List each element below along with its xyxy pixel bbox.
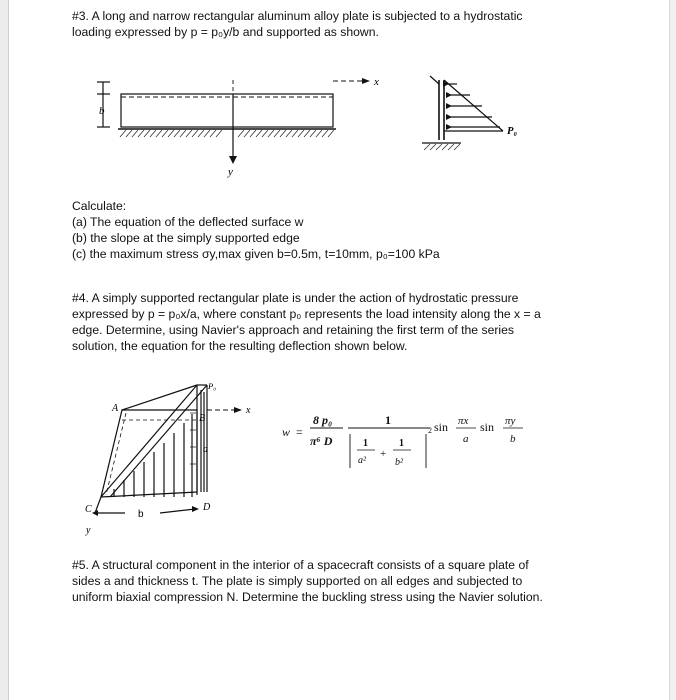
problem5-statement bbox=[72, 557, 543, 605]
deflection-formula bbox=[282, 413, 523, 468]
frac-pix: πx bbox=[458, 415, 469, 427]
problem4-line-1: #4. A simply supported rectangular plate is under the action of hydrostatic pressure bbox=[72, 291, 519, 305]
corner-A: A bbox=[112, 403, 119, 414]
calculate-item-a: (a) The equation of the deflected surface w bbox=[72, 215, 304, 229]
dim-a: a bbox=[203, 444, 208, 455]
frac-a: a bbox=[463, 433, 469, 445]
formula-one: 1 bbox=[385, 413, 391, 427]
formula-lhs: w bbox=[282, 425, 291, 439]
axis-x: x bbox=[246, 405, 251, 416]
frac-b: b bbox=[510, 433, 516, 445]
label-p0-4: P₀ bbox=[208, 381, 217, 391]
corner-C: C bbox=[85, 504, 92, 515]
problem4-line-2: expressed by p = p₀x/a, where constant p₀ represents the load intensity along the x = a bbox=[72, 307, 541, 321]
problem5-line-3: uniform biaxial compression N. Determine the buckling stress using the Navier solution. bbox=[72, 590, 543, 604]
sin-2: sin bbox=[480, 420, 495, 434]
sin-1: sin bbox=[434, 420, 449, 434]
label-b: b bbox=[99, 105, 105, 117]
calculate-item-c: (c) the maximum stress σy,max given b=0.5m, t=10mm, p₀=100 kPa bbox=[72, 247, 440, 261]
problem5-line-1: #5. A structural component in the interior of a spacecraft consists of a square plate of bbox=[72, 558, 529, 572]
calculate-heading: Calculate: bbox=[72, 199, 127, 213]
dim-b: b bbox=[138, 509, 144, 520]
formula-coef-num: 8 p₀ bbox=[313, 413, 333, 427]
corner-D: D bbox=[203, 502, 211, 513]
problem5-line-2: sides a and thickness t. The plate is simply supported on all edges and subjected to bbox=[72, 574, 523, 588]
problem4-line-3: edge. Determine, using Navier's approach and retaining the first term of the series bbox=[72, 323, 514, 337]
frac-one-b: 1 bbox=[399, 438, 404, 449]
label-p0: P₀ bbox=[507, 126, 518, 137]
frac-one-a: 1 bbox=[363, 438, 368, 449]
formula-square: 2 bbox=[428, 426, 432, 435]
problem4-line-4: solution, the equation for the resulting deflection shown below. bbox=[72, 339, 408, 353]
corner-B: B bbox=[199, 413, 206, 424]
frac-piy: πy bbox=[505, 415, 516, 427]
label-y: y bbox=[228, 166, 233, 178]
label-x: x bbox=[374, 76, 379, 88]
plate-4-outline bbox=[101, 410, 197, 497]
formula-equals: = bbox=[296, 425, 303, 439]
calculate-item-b: (b) the slope at the simply supported edge bbox=[72, 231, 300, 245]
formula-plus: + bbox=[380, 448, 387, 460]
frac-b2: b² bbox=[395, 457, 403, 468]
problem3-line-2: loading expressed by p = p₀y/b and supported as shown. bbox=[72, 25, 379, 39]
formula-coef-den: π⁶ D bbox=[310, 434, 333, 448]
axis-y: y bbox=[86, 525, 91, 536]
problem3-line-1: #3. A long and narrow rectangular aluminum alloy plate is subjected to a hydrostatic bbox=[72, 9, 523, 23]
frac-a2: a² bbox=[358, 455, 366, 466]
